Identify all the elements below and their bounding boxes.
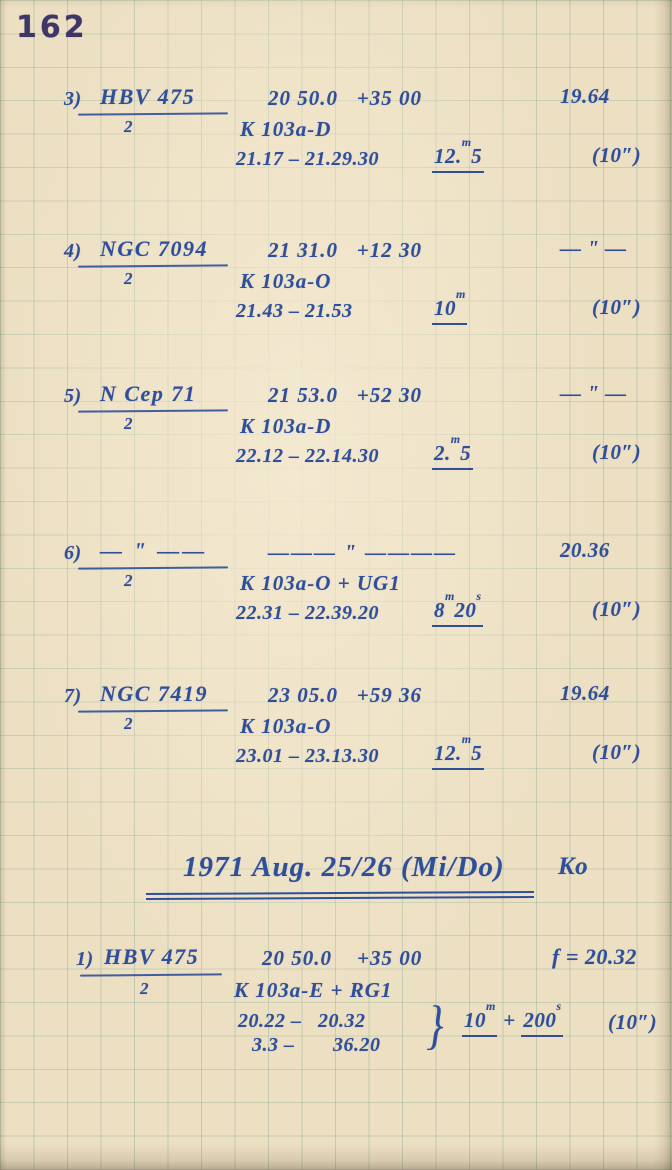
fraction-line bbox=[80, 973, 222, 976]
fraction-line bbox=[78, 409, 228, 412]
telescope-code: 2 bbox=[140, 979, 149, 998]
observer-initials: Ko bbox=[558, 853, 589, 880]
exposure-value: 8 bbox=[434, 598, 445, 622]
time-range: 21.17 – 21.29.30 bbox=[236, 148, 379, 170]
exposure-unit-sup: m bbox=[461, 135, 472, 149]
exposure-value-2: 5 bbox=[471, 741, 483, 765]
coordinates: 21 31.0 +12 30 bbox=[268, 238, 422, 262]
limit-magnitude: 19.64 bbox=[560, 84, 610, 108]
fraction-line bbox=[78, 264, 228, 267]
coordinates: 20 50.0 +35 00 bbox=[268, 86, 422, 110]
time-range-line-2: 3.3 – 36.20 bbox=[252, 1034, 381, 1056]
coordinates: 21 53.0 +52 30 bbox=[268, 383, 422, 407]
object-name: HBV 475 bbox=[100, 84, 196, 109]
exposure-duration bbox=[432, 432, 473, 466]
object-name: NGC 7094 bbox=[100, 236, 208, 261]
exposure-unit-sup: m bbox=[486, 999, 496, 1013]
object-name: NGC 7419 bbox=[100, 681, 208, 706]
emulsion-filter: K 103a-D bbox=[240, 117, 332, 141]
time-range: 23.01 – 23.13.30 bbox=[236, 745, 379, 767]
entry-number: 6) bbox=[64, 542, 82, 564]
coordinates-ditto-mark: ——— ʺ ———— bbox=[268, 540, 458, 564]
time-range: 22.12 – 22.14.30 bbox=[236, 445, 379, 467]
entry-number: 1) bbox=[76, 948, 94, 970]
entry-number: 4) bbox=[64, 240, 82, 262]
exposure-value-2: 200 bbox=[523, 1008, 557, 1032]
fraction-line bbox=[78, 112, 228, 115]
exposure-unit-sup: m bbox=[461, 732, 472, 746]
observation-date: 1971 Aug. 25/26 (Mi/Do) bbox=[183, 851, 505, 883]
object-name: HBV 475 bbox=[104, 944, 200, 969]
limit-magnitude: 20.36 bbox=[560, 538, 610, 562]
exposure-value: 10 bbox=[434, 296, 456, 320]
exposure-unit-sup: m bbox=[456, 287, 466, 301]
telescope-code: 2 bbox=[124, 117, 133, 136]
exposure-duration bbox=[432, 732, 484, 766]
exposure-duration bbox=[432, 135, 484, 169]
ditto-mark: — ʺ — bbox=[560, 236, 627, 260]
aperture-note: (10″) bbox=[608, 1010, 658, 1034]
aperture-note: (10″) bbox=[592, 143, 642, 167]
exposure-value: 2. bbox=[434, 441, 451, 465]
exposure-unit-sup-2: s bbox=[556, 999, 561, 1013]
curly-brace: } bbox=[426, 995, 444, 1055]
aperture-note: (10″) bbox=[592, 440, 642, 464]
exposure-duration bbox=[432, 287, 467, 321]
aperture-note: (10″) bbox=[592, 597, 642, 621]
emulsion-filter: K 103a-D bbox=[240, 414, 332, 438]
emulsion-filter: K 103a-O + UG1 bbox=[240, 571, 401, 595]
page-number: 162 bbox=[16, 10, 88, 45]
exposure-unit-sup: m bbox=[450, 432, 461, 446]
limit-magnitude: 19.64 bbox=[560, 681, 610, 705]
exposure-value: 10 bbox=[464, 1008, 486, 1032]
exposure-duration bbox=[462, 999, 563, 1033]
exposure-unit-sup-2: s bbox=[476, 589, 482, 603]
emulsion-filter: K 103a-O bbox=[240, 714, 332, 738]
time-range: 22.31 – 22.39.20 bbox=[236, 602, 379, 624]
exposure-value-2: 5 bbox=[460, 441, 472, 465]
emulsion-filter: K 103a-E + RG1 bbox=[234, 978, 393, 1002]
exposure-duration bbox=[432, 589, 483, 623]
fraction-line bbox=[78, 566, 228, 569]
exposure-unit-sup: m bbox=[445, 589, 455, 603]
aperture-note: (10″) bbox=[592, 740, 642, 764]
f-value: f = 20.32 bbox=[552, 944, 637, 969]
ditto-mark: — ʺ — bbox=[560, 381, 627, 405]
exposure-value: 12. bbox=[434, 741, 462, 765]
fraction-line bbox=[78, 709, 228, 712]
entry-number: 7) bbox=[64, 685, 82, 707]
object-name: N Cep 71 bbox=[100, 381, 197, 406]
telescope-code: 2 bbox=[124, 269, 133, 288]
time-range: 21.43 – 21.53 bbox=[236, 300, 353, 322]
object-ditto-mark: — ʺ —— bbox=[100, 538, 208, 563]
time-range-line-1: 20.22 – 20.32 bbox=[238, 1010, 366, 1032]
exposure-value-2: 5 bbox=[471, 144, 483, 168]
coordinates: 20 50.0 +35 00 bbox=[262, 946, 423, 970]
emulsion-filter: K 103a-O bbox=[240, 269, 332, 293]
double-underline bbox=[146, 891, 534, 900]
telescope-code: 2 bbox=[124, 571, 133, 590]
exposure-value-2: 20 bbox=[454, 598, 477, 622]
entry-number: 3) bbox=[64, 88, 82, 110]
coordinates: 23 05.0 +59 36 bbox=[268, 683, 422, 707]
telescope-code: 2 bbox=[124, 414, 133, 433]
exposure-value: 12. bbox=[434, 144, 462, 168]
plus-sign: + bbox=[497, 1008, 522, 1032]
telescope-code: 2 bbox=[124, 714, 133, 733]
entry-number: 5) bbox=[64, 385, 82, 407]
aperture-note: (10″) bbox=[592, 295, 642, 319]
